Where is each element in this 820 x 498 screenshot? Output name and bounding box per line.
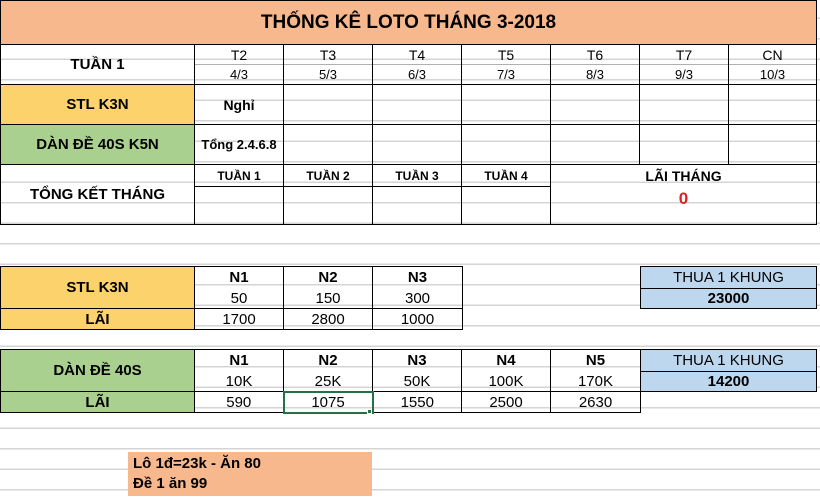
dan-stake-cell[interactable]: 100K — [462, 372, 551, 392]
stl-profit-label[interactable]: LÃI — [1, 309, 195, 330]
day-name-cell[interactable]: T5 — [462, 45, 551, 65]
day-date-cell[interactable]: 8/3 — [551, 65, 640, 85]
dan-header-cell[interactable]: N4 — [462, 350, 551, 372]
dan-profit-label[interactable]: LÃI — [1, 392, 195, 413]
day-name-cell[interactable]: T4 — [373, 45, 462, 65]
dan-stake-cell[interactable]: 10K — [195, 372, 284, 392]
day-date-cell[interactable]: 9/3 — [640, 65, 729, 85]
dan-header-cell[interactable]: N3 — [373, 350, 462, 372]
day-date-cell[interactable]: 10/3 — [729, 65, 817, 85]
dan-loss-label[interactable]: THUA 1 KHUNG — [641, 350, 817, 372]
day-name-cell[interactable]: T3 — [284, 45, 373, 65]
monthly-profit-label[interactable]: LÃI THÁNG — [551, 165, 817, 187]
day-date-cell[interactable]: 4/3 — [195, 65, 284, 85]
stl-header-cell[interactable]: N3 — [373, 267, 463, 289]
dan-header-cell[interactable]: N2 — [284, 350, 373, 372]
stl-stake-cell[interactable]: 150 — [284, 289, 373, 309]
week-label[interactable]: TUẦN 1 — [1, 45, 195, 85]
monthly-profit-value[interactable]: 0 — [551, 187, 817, 225]
day-name-cell[interactable]: T2 — [195, 45, 284, 65]
day-date-cell[interactable]: 7/3 — [462, 65, 551, 85]
dan-profit-cell[interactable]: 1550 — [373, 392, 462, 413]
dan-stake-cell[interactable]: 25K — [284, 372, 373, 392]
summary-week-header[interactable]: TUẦN 3 — [373, 165, 462, 187]
stl-profit-cell[interactable]: 1000 — [373, 309, 463, 330]
stl-table-label[interactable]: STL K3N — [1, 267, 195, 309]
stl-loss-box — [640, 266, 817, 309]
note-line-2: Đề 1 ăn 99 — [133, 475, 208, 492]
dan-profit-cell[interactable]: 2630 — [551, 392, 641, 413]
dan-profit-cell[interactable]: 2500 — [462, 392, 551, 413]
summary-week-header[interactable]: TUẦN 1 — [195, 165, 284, 187]
dan-stake-cell[interactable]: 170K — [551, 372, 641, 392]
stl-loss-value[interactable]: 23000 — [641, 289, 817, 309]
dan-loss-value[interactable]: 14200 — [641, 372, 817, 392]
summary-label[interactable]: TỔNG KẾT THÁNG — [1, 165, 195, 225]
stl-loss-label[interactable]: THUA 1 KHUNG — [641, 267, 817, 289]
dan-table-label[interactable]: DÀN ĐỀ 40S — [1, 350, 195, 392]
summary-week-header[interactable]: TUẦN 4 — [462, 165, 551, 187]
stl-profit-cell[interactable]: 1700 — [195, 309, 284, 330]
day-date-cell[interactable]: 5/3 — [284, 65, 373, 85]
stl-profit-cell[interactable]: 2800 — [284, 309, 373, 330]
day-date-cell[interactable]: 6/3 — [373, 65, 462, 85]
day-name-cell[interactable]: CN — [729, 45, 817, 65]
stl-stakes-table — [0, 266, 463, 330]
note-box[interactable] — [128, 452, 372, 496]
stl-row-label[interactable]: STL K3N — [1, 85, 195, 125]
dan-stakes-table — [0, 349, 641, 414]
dan-header-cell[interactable]: N1 — [195, 350, 284, 372]
day-name-cell[interactable]: T6 — [551, 45, 640, 65]
dan-row-label[interactable]: DÀN ĐỀ 40S K5N — [1, 125, 195, 165]
dan-day-cell[interactable]: Tổng 2.4.6.8 — [195, 125, 284, 165]
dan-profit-cell-selected[interactable]: 1075 — [284, 392, 373, 413]
summary-week-header[interactable]: TUẦN 2 — [284, 165, 373, 187]
dan-stake-cell[interactable]: 50K — [373, 372, 462, 392]
main-table-area — [0, 0, 820, 224]
stl-day-cell[interactable]: Nghỉ — [195, 85, 284, 125]
dan-loss-box — [640, 349, 817, 392]
stl-header-cell[interactable]: N1 — [195, 267, 284, 289]
dan-profit-cell[interactable]: 590 — [195, 392, 284, 413]
note-line-1: Lô 1đ=23k - Ăn 80 — [133, 455, 261, 472]
dan-header-cell[interactable]: N5 — [551, 350, 641, 372]
stl-header-cell[interactable]: N2 — [284, 267, 373, 289]
stl-stake-cell[interactable]: 300 — [373, 289, 463, 309]
day-name-cell[interactable]: T7 — [640, 45, 729, 65]
stl-stake-cell[interactable]: 50 — [195, 289, 284, 309]
fill-handle[interactable] — [367, 409, 372, 414]
sheet-title[interactable]: THỐNG KÊ LOTO THÁNG 3-2018 — [1, 1, 817, 45]
